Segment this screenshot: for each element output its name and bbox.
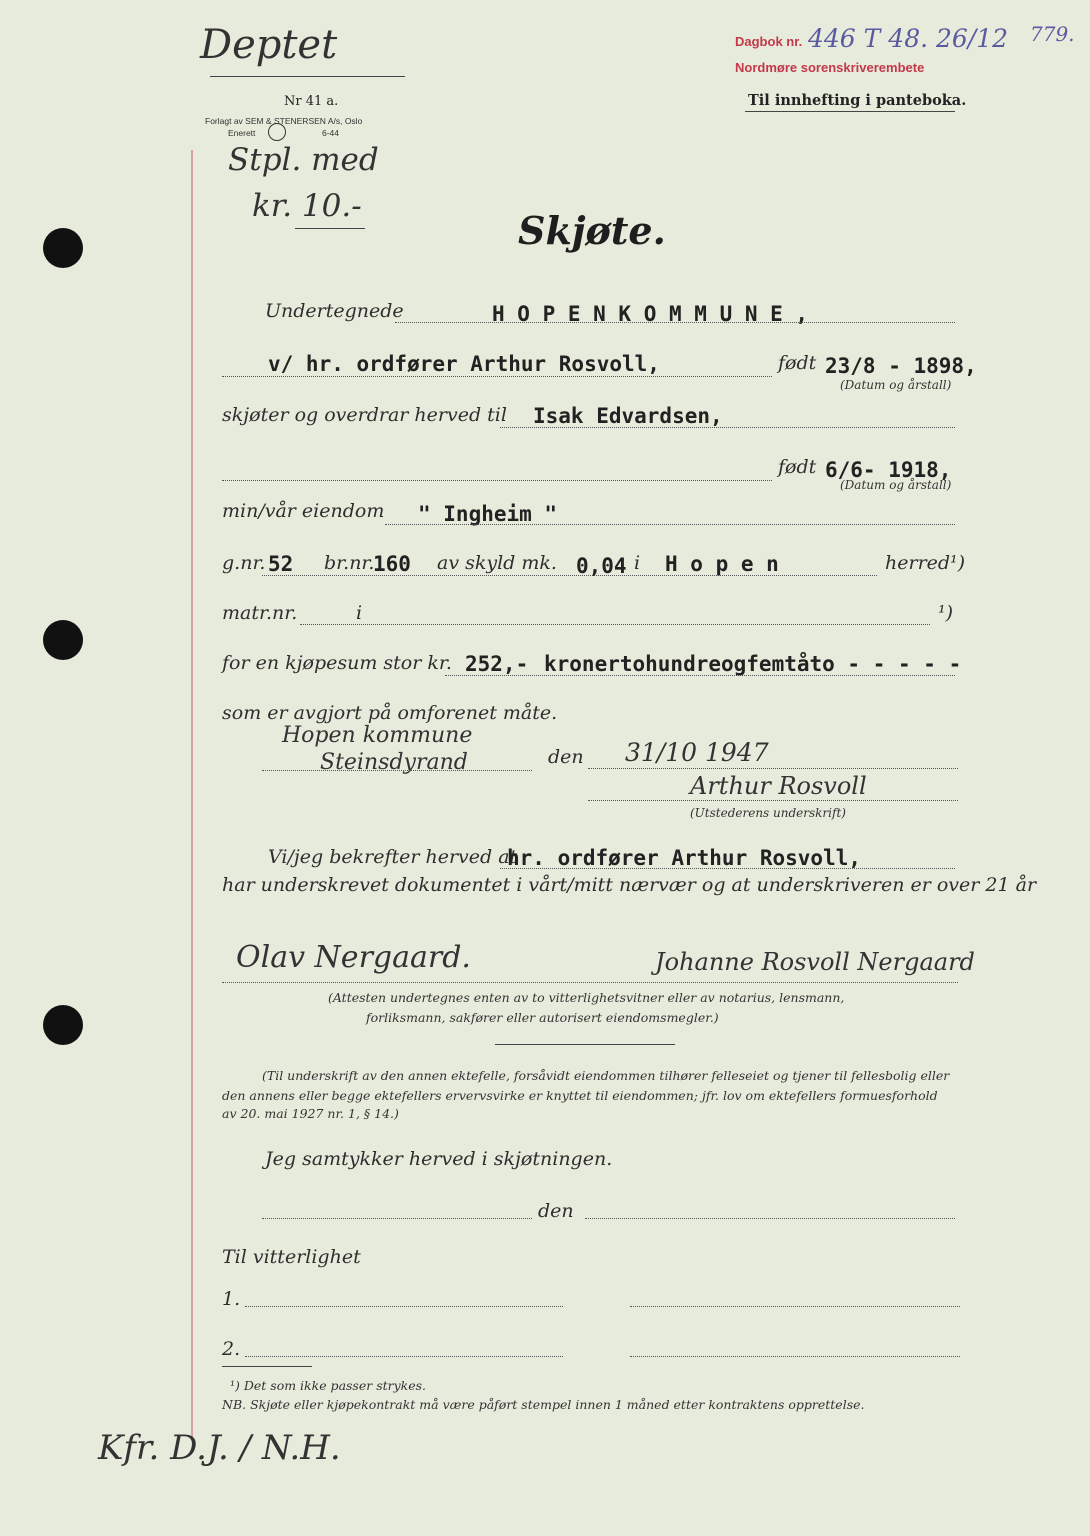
binding-underline	[745, 111, 955, 112]
witness-2-label: 2.	[222, 1338, 241, 1360]
grantee-born: 6/6- 1918,	[825, 458, 952, 482]
place-line	[262, 770, 532, 771]
date-label: den	[548, 746, 584, 768]
skyld-label: av skyld mk.	[437, 552, 557, 574]
property-line	[385, 524, 955, 525]
witness-1-line-right	[630, 1306, 960, 1307]
folio-number: 779.	[1030, 22, 1075, 46]
seal-mark	[268, 123, 286, 141]
date-caption: (Datum og årstall)	[840, 378, 952, 392]
witness2-signature: Johanne Rosvoll Nergaard	[655, 948, 975, 976]
place-line2: Steinsdyrand	[320, 750, 468, 775]
spouse-note-line2: den annens eller begge ektefellers ervervsvirke er knyttet til eiendommen; jfr. lov om ektefellers formuesforhold	[222, 1088, 938, 1103]
publisher-line: Forlagt av SEM & STENERSEN A/s, Oslo	[205, 116, 363, 126]
grantee-line	[500, 427, 955, 428]
grantee-name: Isak Edvardsen,	[533, 404, 723, 428]
signature-line	[588, 800, 958, 801]
form-number: Nr 41 a.	[284, 94, 339, 109]
gnr-label: g.nr.	[222, 552, 266, 574]
grantor-born: 23/8 - 1898,	[825, 354, 977, 378]
diary-number: 446 T 48. 26/12	[808, 24, 1009, 53]
punch-hole	[43, 620, 83, 660]
price-value: 252,-	[465, 652, 529, 676]
clerk-note: Kfr. D.J. / N.H.	[98, 1428, 341, 1468]
nb-note: NB. Skjøte eller kjøpekontrakt må være påført stempel innen 1 måned etter kontraktens opprettelse.	[222, 1397, 865, 1412]
grantor-name: H O P E N K O M M U N E ,	[492, 302, 809, 326]
section-divider	[495, 1044, 675, 1045]
footnote: ¹) Det som ikke passer strykes.	[230, 1378, 427, 1393]
issuer-signature: Arthur Rosvoll	[690, 772, 867, 800]
stamp-court: Nordmøre sorenskriverembete	[735, 60, 925, 75]
stamp-duty-underline	[295, 228, 365, 229]
spouse-note-line3: av 20. mai 1927 nr. 1, § 14.)	[222, 1106, 399, 1121]
price-line	[445, 675, 955, 676]
matr-line	[300, 624, 930, 625]
skyld-value: 0,04	[576, 554, 627, 578]
attestation-note-line2: forliksmann, sakfører eller autorisert eiendomsmegler.)	[366, 1010, 719, 1025]
date-caption-2: (Datum og årstall)	[840, 478, 952, 492]
brnr-label: br.nr.	[324, 552, 375, 574]
matr-note: ¹)	[938, 602, 954, 624]
grantor-line	[395, 322, 955, 323]
witness-1-label: 1.	[222, 1288, 241, 1310]
conveys-label: skjøter og overdrar herved til	[222, 404, 507, 426]
place-line1: Hopen kommune	[282, 723, 473, 748]
herred-label: herred¹)	[885, 552, 966, 574]
depot-underline	[210, 76, 405, 77]
punch-hole	[43, 228, 83, 268]
undersigned-label: Undertegnede	[265, 300, 404, 322]
footnote-rule	[222, 1366, 312, 1367]
witness-2-line	[245, 1356, 563, 1357]
grantor-representative: v/ hr. ordfører Arthur Rosvoll,	[268, 352, 660, 376]
depot-note: Deptet	[200, 22, 338, 68]
witness-label: Til vitterlighet	[222, 1246, 361, 1268]
witness-1-line	[245, 1306, 563, 1307]
herred-value: H o p e n	[665, 552, 779, 576]
confirm-label: Vi/jeg bekrefter herved at	[268, 846, 518, 868]
attestation-note-line1: (Attesten undertegnes enten av to vitterlighetsvitner eller av notarius, lensmann,	[328, 990, 845, 1005]
matr-label: matr.nr.	[222, 602, 298, 624]
consent-place-line	[262, 1218, 532, 1219]
gnr-value: 52	[268, 552, 294, 576]
witness1-signature: Olav Nergaard.	[236, 940, 471, 975]
rep-line	[222, 376, 772, 377]
confirm-line	[500, 868, 955, 869]
price-words: kronertohundreogfemtåto - - - - -	[544, 652, 962, 676]
price-label: for en kjøpesum stor kr.	[222, 652, 452, 674]
sign-date-line	[588, 768, 958, 769]
sign-date: 31/10 1947	[625, 738, 769, 767]
consent-date-line	[585, 1218, 955, 1219]
confirm-text: har underskrevet dokumentet i vårt/mitt nærvær og at underskriveren er over 21 år	[222, 874, 1037, 896]
witness-2-line-right	[630, 1356, 960, 1357]
matr-in-label: i	[356, 602, 363, 624]
publisher-enerett: Enerett	[228, 128, 256, 138]
issuer-caption: (Utstederens underskrift)	[690, 806, 846, 820]
born-label-2: født	[778, 456, 817, 478]
spouse-note-line1: (Til underskrift av den annen ektefelle, forsåvidt eiendommen tilhører felleseiet og tjener til fellesbolig eller	[262, 1068, 950, 1083]
binding-note: Til innhefting i panteboka.	[748, 92, 967, 109]
margin-line	[191, 150, 193, 1440]
born-label: født	[778, 352, 817, 374]
grantee-extra-line	[222, 480, 772, 481]
in-label: i	[634, 552, 641, 574]
stamp-duty-line2: kr. 10.-	[252, 188, 362, 224]
witness-signature-line	[222, 982, 958, 983]
stamp-duty-line1: Stpl. med	[228, 142, 379, 178]
consent-label: Jeg samtykker herved i skjøtningen.	[265, 1148, 613, 1170]
punch-hole	[43, 1005, 83, 1045]
consent-date-label: den	[538, 1200, 574, 1222]
confirm-name: hr. ordfører Arthur Rosvoll,	[507, 846, 862, 870]
gnr-line	[262, 575, 877, 576]
brnr-value: 160	[373, 552, 411, 576]
agreed-label: som er avgjort på omforenet måte.	[222, 702, 558, 724]
page-title: Skjøte.	[518, 208, 666, 253]
property-label: min/vår eiendom	[222, 500, 385, 522]
property-name: " Ingheim "	[418, 502, 558, 526]
stamp-diary-label: Dagbok nr.	[735, 34, 803, 49]
publisher-date: 6-44	[322, 128, 340, 138]
